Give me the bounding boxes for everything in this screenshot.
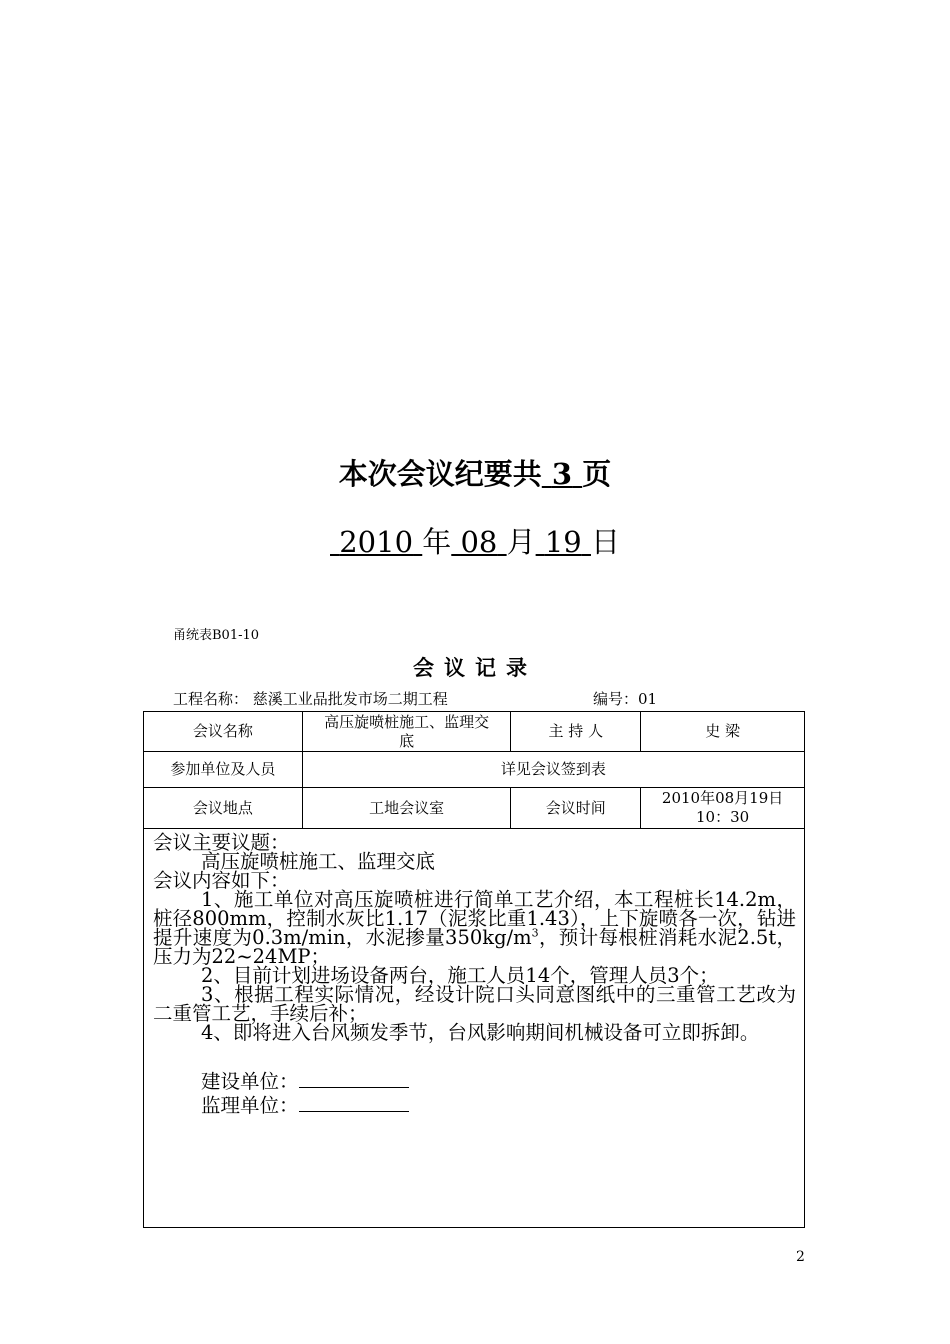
blank-line [153,1042,796,1067]
summary-month-value: 08 [460,525,498,559]
summary-date [0,520,950,561]
summary-month-label: 月 [506,525,536,559]
summary-page-count [0,452,950,493]
number-label: 编号： [593,690,639,708]
content-item-1 [153,890,796,966]
topic-label: 会议主要议题： [153,831,290,854]
sign-supervision [153,1091,796,1115]
content-item-2: 2、目前计划进场设备两台，施工人员14个，管理人员3个； [201,964,719,987]
summary-pages-count [542,457,582,491]
host-value: 史 梁 [641,712,805,752]
form-code: 甬统表B01-10 [173,628,260,643]
summary-month [451,525,506,559]
time-value-clock: 10：30 [696,808,750,826]
host-label: 主 持 人 [511,712,641,752]
content-item-4: 4、即将进入台风频发季节，台风影响期间机械设备可立即拆卸。 [201,1021,760,1044]
meeting-name-value: 高压旋喷桩施工、监理交底 [302,712,511,752]
summary-day-label: 日 [590,525,620,559]
content-label: 会议内容如下： [153,869,290,892]
page-number: 2 [796,1249,805,1265]
sign-supervision-label: 监理单位： [201,1094,299,1117]
sign-construction-line [299,1067,409,1088]
content-item-1-text: 1、施工单位对高压旋喷桩进行简单工艺介绍，本工程桩长14.2m，桩径800mm，控制水灰比1.17（泥浆比重1.43），上下旋喷各一次，钻进提升速度为0.3m/min，水泥掺量350kg/m [153,888,796,949]
summary-pages-count-value: 3 [551,457,573,491]
summary-day-value: 19 [544,525,582,559]
table-row [144,752,805,788]
meeting-record-table [143,711,805,1228]
location-label: 会议地点 [144,788,303,829]
document-number [593,688,657,709]
summary-year-label: 年 [422,525,452,559]
time-label: 会议时间 [511,788,641,829]
summary-day [536,525,591,559]
summary-pages-prefix: 本次会议纪要共 [338,457,542,491]
table-row [144,788,805,829]
topic-value: 高压旋喷桩施工、监理交底 [201,850,436,873]
summary-pages-suffix: 页 [582,457,612,491]
table-row [144,829,805,1228]
participants-value: 详见会议签到表 [302,752,804,788]
form-title: 会议记录 [413,655,537,680]
time-value [641,788,805,829]
content-item-3: 3、根据工程实际情况，经设计院口头同意图纸中的三重管工艺改为二重管工艺，手续后补； [153,983,796,1025]
meeting-content [144,829,805,1228]
summary-year-value: 2010 [339,525,414,559]
location-value: 工地会议室 [302,788,511,829]
number-value: 01 [638,690,658,708]
sign-supervision-line [299,1091,409,1112]
table-row [144,712,805,752]
meeting-name-label: 会议名称 [144,712,303,752]
project-name: 慈溪工业品批发市场二期工程 [252,690,448,708]
sign-construction [153,1067,796,1091]
content-item-1-text-b: ，预计每根桩消耗水泥2.5t，压力为22~24MP； [153,926,796,968]
participants-label: 参加单位及人员 [144,752,303,788]
summary-year [330,525,422,559]
sign-construction-label: 建设单位： [201,1070,299,1093]
project-label: 工程名称： [173,690,249,708]
project-line [173,688,448,709]
content-item-1-sup: 3 [531,926,539,940]
time-value-date: 2010年08月19日 [661,789,784,807]
